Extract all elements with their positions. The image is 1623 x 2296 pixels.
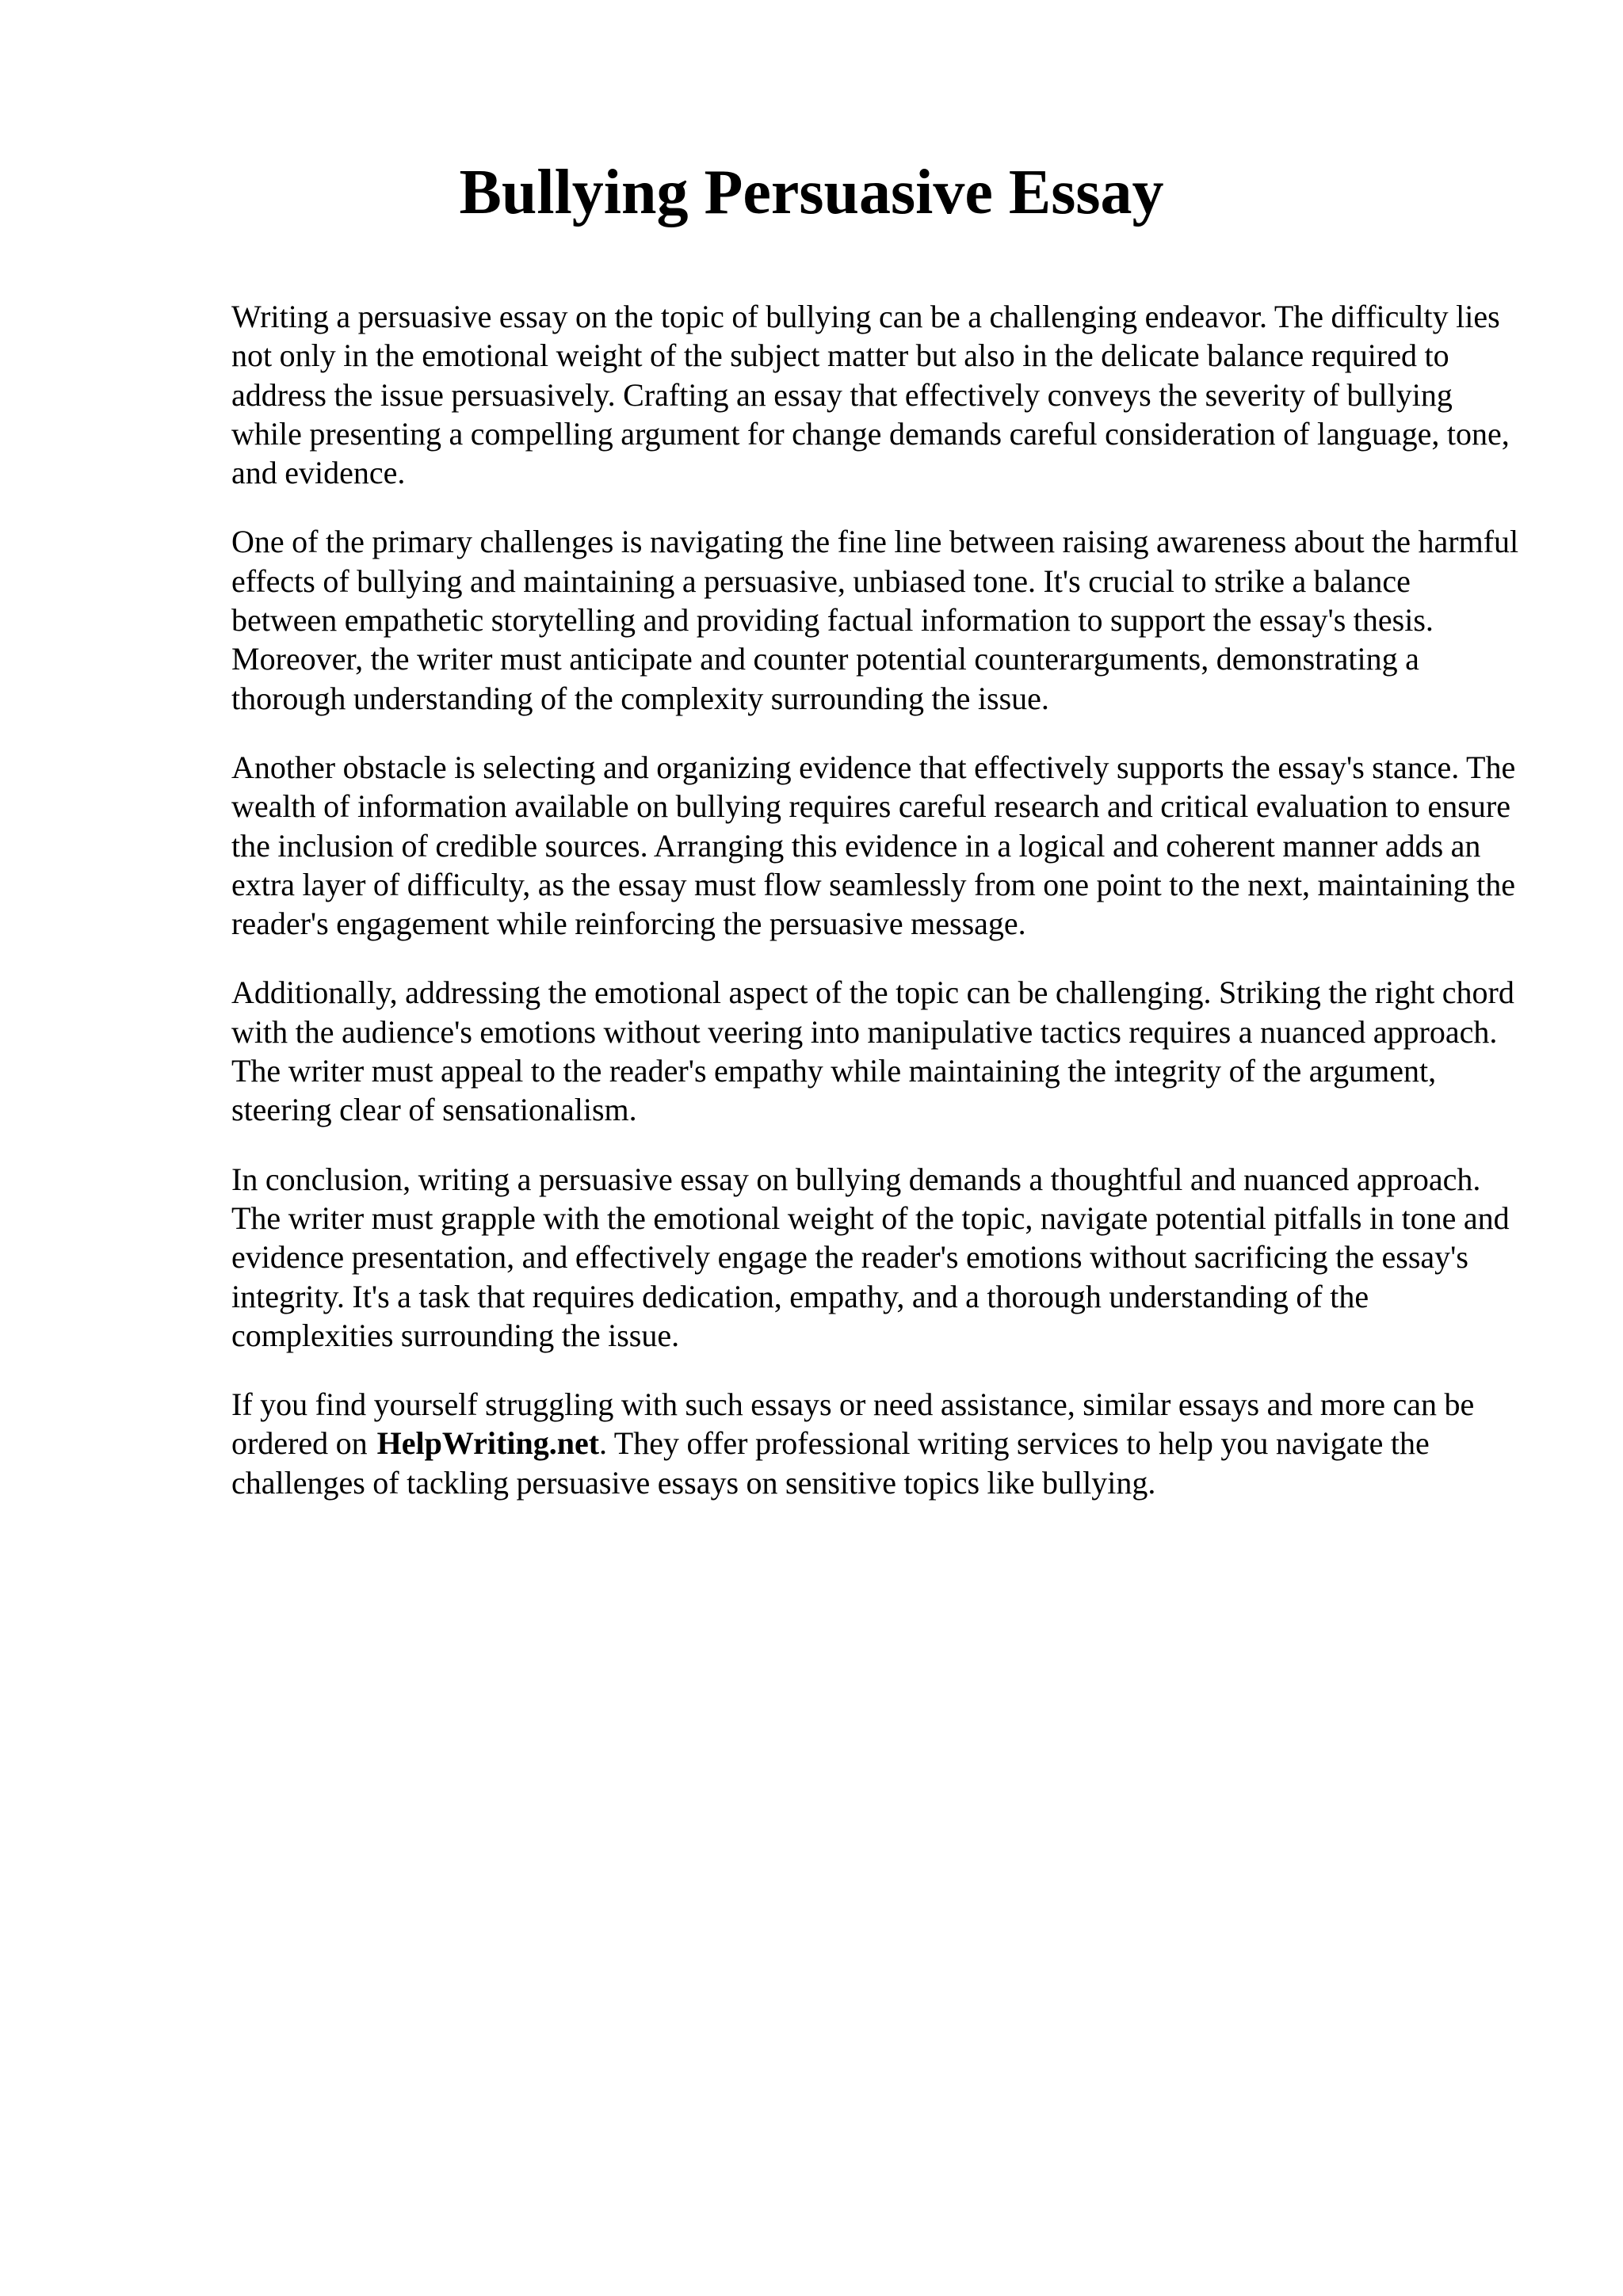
paragraph-6-text-after-link: . They offer professional writing services to help you navigate the challenges of tackling persuasive essays on sensitive topics like bullying. — [231, 1425, 1430, 1501]
essay-body — [231, 297, 1519, 1532]
paragraph-2: One of the primary challenges is navigating the fine line between raising awareness about the harmful effects of bullying and maintaining a persuasive, unbiased tone. It's crucial to strike a balance between empathetic storytelling and providing factual information to support the essay's thesis. Moreover, the writer must anticipate and counter potential counterarguments, demonstrating a thorough understanding of the complexity surrounding the issue. — [231, 524, 1519, 716]
paragraph-4: Additionally, addressing the emotional aspect of the topic can be challenging. Striking the right chord with the audience's emotions without veering into manipulative tactics requires a nuanced approach. The writer must appeal to the reader's empathy while maintaining the integrity of the argument, steering clear of sensationalism. — [231, 974, 1514, 1128]
helpwriting-link[interactable]: HelpWriting.net — [376, 1425, 600, 1462]
paragraph-3: Another obstacle is selecting and organizing evidence that effectively supports the essay's stance. The wealth of information available on bullying requires careful research and critical evaluation to ensure the inclusion of credible sources. Arranging this evidence in a logical and coherent manner adds an extra layer of difficulty, as the essay must flow seamlessly from one point to the next, maintaining the reader's engagement while reinforcing the persuasive message. — [231, 749, 1516, 942]
paragraph-6-text-before-link: If you find yourself struggling with such essays or need assistance, similar essays and more can be ordered on — [231, 1386, 1475, 1462]
paragraph-6 — [231, 1385, 1519, 1502]
paragraph-1: Writing a persuasive essay on the topic of bullying can be a challenging endeavor. The difficulty lies not only in the emotional weight of the subject matter but also in the delicate balance required to address the issue persuasively. Crafting an essay that effectively conveys the severity of bullying while presenting a compelling argument for change demands careful consideration of language, tone, and evidence. — [231, 299, 1510, 491]
paragraph-5: In conclusion, writing a persuasive essay on bullying demands a thoughtful and nuanced approach. The writer must grapple with the emotional weight of the topic, navigate potential pitfalls in tone and evidence presentation, and effectively engage the reader's emotions without sacrificing the essay's integrity. It's a task that requires dedication, empathy, and a thorough understanding of the complexities surrounding the issue. — [231, 1161, 1510, 1353]
page-title: Bullying Persuasive Essay — [459, 158, 1164, 227]
